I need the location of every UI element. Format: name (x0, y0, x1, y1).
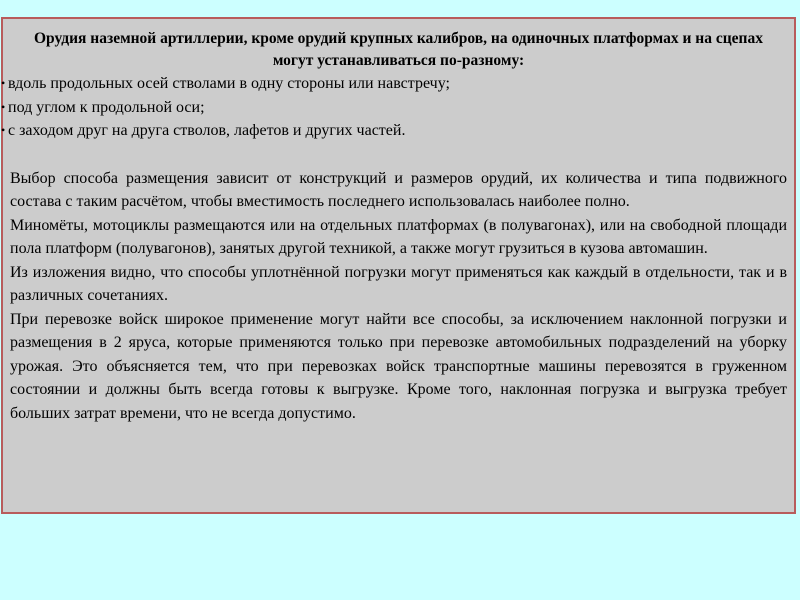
bullet-item: • с заходом друг на друга стволов, лафетов и других частей. (3, 119, 794, 143)
paragraph: При перевозке войск широкое применение могут найти все способы, за исключением наклонной погрузки и размещения в 2 яруса, которые применяются только при перевозке автомобильных подразделений на уборку урожая. Это объясняется тем, что при перевозках войск транспортные машины перевозятся в груженном состоянии и должны быть всегда готовы к выгрузке. Кроме того, наклонная погрузка и выгрузка требует больших затрат времени, что не всегда допустимо. (10, 310, 787, 422)
paragraph: Выбор способа размещения зависит от конструкций и размеров орудий, их количества и типа подвижного состава с таким расчётом, чтобы вместимость последнего использовалась наиболее полно. (10, 169, 787, 210)
text-panel (1, 17, 796, 514)
bullet-list (3, 72, 794, 143)
bullet-item: • под углом к продольной оси; (3, 96, 794, 120)
spacer (3, 143, 794, 167)
paragraph: Из изложения видно, что способы уплотнённой погрузки могут применяться как каждый в отдельности, так и в различных сочетаниях. (10, 263, 787, 304)
bullet-item: • вдоль продольных осей стволами в одну стороны или навстречу; (3, 72, 794, 96)
slide-heading: Орудия наземной артиллерии, кроме орудий крупных калибров, на одиночных платформах и на сцепах могут устанавливаться по-разному: (34, 30, 763, 69)
paragraph: Миномёты, мотоциклы размещаются или на отдельных платформах (в полувагонах), или на свободной площади пола платформ (полувагонов), занятых другой техникой, а также могут грузиться в кузова автомашин. (10, 216, 787, 257)
